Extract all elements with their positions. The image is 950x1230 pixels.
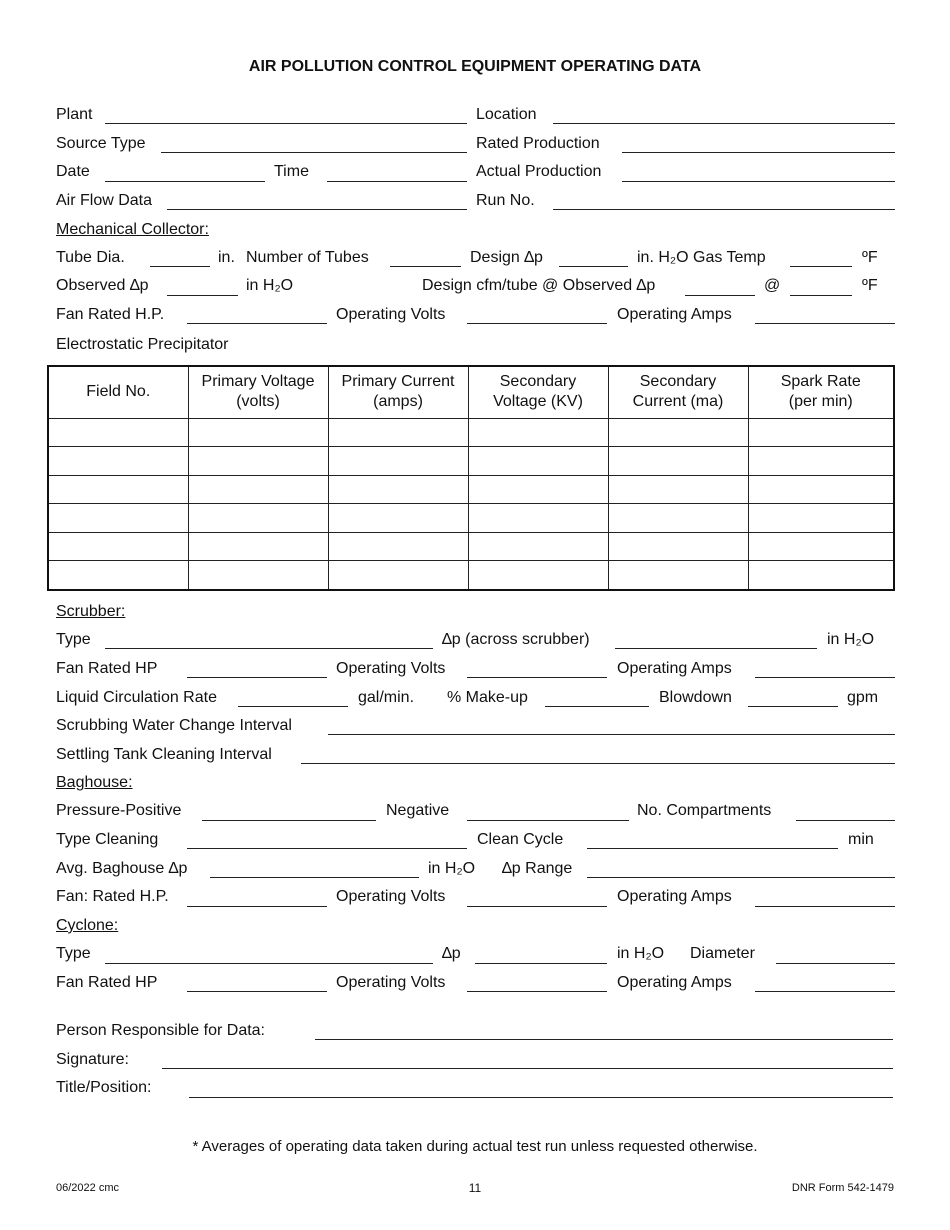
design-dp-field[interactable] [559, 266, 628, 267]
cyclone-amps-label: Operating Amps [617, 974, 732, 991]
location-label: Location [476, 106, 537, 123]
baghouse-amps-field[interactable] [755, 906, 895, 907]
cyclone-fan-hp-field[interactable] [187, 991, 327, 992]
at-sign: @ [764, 277, 781, 294]
table-row [48, 418, 894, 447]
table-cell[interactable] [328, 532, 468, 561]
scrubber-fan-hp-label: Fan Rated HP [56, 660, 158, 677]
cyclone-dp-unit: in H₂O [617, 945, 665, 962]
cyclone-type-label: Type [56, 945, 91, 962]
table-cell[interactable] [48, 418, 188, 447]
mech-amps-field[interactable] [755, 323, 895, 324]
type-cleaning-label: Type Cleaning [56, 831, 159, 848]
table-cell[interactable] [748, 447, 894, 476]
table-cell[interactable] [468, 418, 608, 447]
settling-tank-label: Settling Tank Cleaning Interval [56, 746, 272, 763]
table-cell[interactable] [608, 418, 748, 447]
run-no-field[interactable] [553, 209, 895, 210]
water-change-field[interactable] [328, 734, 895, 735]
form-number: DNR Form 542-1479 [791, 1182, 894, 1194]
baghouse-fan-hp-field[interactable] [187, 906, 327, 907]
table-cell[interactable] [468, 504, 608, 533]
plant-field[interactable] [105, 123, 467, 124]
table-cell[interactable] [188, 532, 328, 561]
esp-header-row [48, 366, 894, 418]
scrubber-volts-field[interactable] [467, 677, 607, 678]
table-row [48, 532, 894, 561]
liquid-rate-unit: gal/min. [358, 689, 415, 706]
form-title: AIR POLLUTION CONTROL EQUIPMENT OPERATING DATA [248, 58, 702, 75]
observed-dp-label: Observed ∆p [56, 277, 149, 294]
table-cell[interactable] [608, 532, 748, 561]
title-position-field[interactable] [189, 1097, 893, 1098]
table-cell[interactable] [608, 504, 748, 533]
blowdown-field[interactable] [748, 706, 838, 707]
clean-cycle-label: Clean Cycle [477, 831, 564, 848]
table-cell[interactable] [328, 475, 468, 504]
cyclone-dp-label: ∆p [442, 945, 461, 962]
clean-cycle-unit: min [848, 831, 874, 848]
air-flow-field[interactable] [167, 209, 467, 210]
scrubber-dp-field[interactable] [615, 648, 817, 649]
table-cell[interactable] [48, 475, 188, 504]
table-cell[interactable] [748, 532, 894, 561]
table-cell[interactable] [748, 418, 894, 447]
person-responsible-field[interactable] [315, 1039, 893, 1040]
time-label: Time [274, 163, 309, 180]
scrubber-type-field[interactable] [105, 648, 433, 649]
esp-col-field-no: Field No. [48, 366, 188, 418]
page-number: 11 [468, 1181, 482, 1195]
table-cell[interactable] [468, 532, 608, 561]
avg-dp-label: Avg. Baghouse ∆p [56, 860, 188, 877]
cyclone-volts-label: Operating Volts [336, 974, 446, 991]
scrubber-heading: Scrubber: [56, 603, 126, 620]
observed-dp-unit: in H₂O [246, 277, 294, 294]
avg-dp-field[interactable] [210, 877, 419, 878]
negative-label: Negative [386, 802, 450, 819]
table-cell[interactable] [468, 447, 608, 476]
plant-label: Plant [56, 106, 93, 123]
design-cfm-temp-unit: ºF [862, 277, 878, 294]
clean-cycle-field[interactable] [587, 848, 838, 849]
table-cell[interactable] [188, 447, 328, 476]
table-cell[interactable] [608, 561, 748, 590]
table-cell[interactable] [748, 561, 894, 590]
scrubber-amps-field[interactable] [755, 677, 895, 678]
table-cell[interactable] [48, 447, 188, 476]
table-cell[interactable] [188, 475, 328, 504]
baghouse-heading: Baghouse: [56, 774, 133, 791]
scrubber-dp-label: ∆p (across scrubber) [442, 631, 590, 648]
cyclone-type-field[interactable] [105, 963, 433, 964]
compartments-field[interactable] [796, 820, 895, 821]
table-cell[interactable] [468, 561, 608, 590]
esp-col-primary-current: Primary Current (amps) [328, 366, 468, 418]
table-cell[interactable] [748, 475, 894, 504]
scrubber-volts-label: Operating Volts [336, 660, 446, 677]
mech-fan-hp-label: Fan Rated H.P. [56, 306, 165, 323]
gas-temp-field[interactable] [790, 266, 852, 267]
tube-dia-unit: in. [218, 249, 235, 266]
type-cleaning-field[interactable] [187, 848, 467, 849]
scrubber-amps-label: Operating Amps [617, 660, 732, 677]
scrubber-type-label: Type [56, 631, 91, 648]
liquid-rate-field[interactable] [238, 706, 348, 707]
esp-heading: Electrostatic Precipitator [56, 336, 229, 353]
number-of-tubes-field[interactable] [390, 266, 461, 267]
mechanical-collector-heading: Mechanical Collector: [56, 221, 209, 238]
table-row [48, 447, 894, 476]
cyclone-dp-field[interactable] [475, 963, 607, 964]
table-cell[interactable] [328, 561, 468, 590]
cyclone-amps-field[interactable] [755, 991, 895, 992]
mech-amps-label: Operating Amps [617, 306, 732, 323]
makeup-field[interactable] [545, 706, 649, 707]
esp-table [47, 365, 895, 591]
table-cell[interactable] [608, 447, 748, 476]
design-cfm-temp-field[interactable] [790, 295, 852, 296]
table-cell[interactable] [468, 475, 608, 504]
table-cell[interactable] [48, 532, 188, 561]
makeup-label: % Make-up [447, 689, 528, 706]
blowdown-label: Blowdown [659, 689, 732, 706]
table-cell[interactable] [328, 504, 468, 533]
run-no-label: Run No. [476, 192, 535, 209]
esp-col-primary-voltage: Primary Voltage (volts) [188, 366, 328, 418]
design-cfm-field[interactable] [685, 295, 755, 296]
actual-production-label: Actual Production [476, 163, 602, 180]
dp-range-field[interactable] [587, 877, 895, 878]
tube-dia-field[interactable] [150, 266, 210, 267]
date-field[interactable] [105, 181, 265, 182]
person-responsible-label: Person Responsible for Data: [56, 1022, 265, 1039]
cyclone-heading: Cyclone: [56, 917, 119, 934]
table-row [48, 561, 894, 590]
table-cell[interactable] [608, 475, 748, 504]
tube-dia-label: Tube Dia. [56, 249, 125, 266]
pressure-positive-field[interactable] [202, 820, 376, 821]
pressure-positive-label: Pressure-Positive [56, 802, 182, 819]
number-of-tubes-label: Number of Tubes [246, 249, 369, 266]
table-cell[interactable] [328, 447, 468, 476]
averages-note: * Averages of operating data taken during actual test run unless requested otherwise. [192, 1138, 758, 1155]
air-flow-label: Air Flow Data [56, 192, 153, 209]
diameter-field[interactable] [776, 963, 895, 964]
baghouse-fan-hp-label: Fan: Rated H.P. [56, 888, 169, 905]
avg-dp-unit: in H₂O [428, 860, 476, 877]
date-label: Date [56, 163, 90, 180]
table-row [48, 504, 894, 533]
esp-col-secondary-voltage: Secondary Voltage (KV) [468, 366, 608, 418]
observed-dp-field[interactable] [167, 295, 238, 296]
blowdown-unit: gpm [847, 689, 879, 706]
time-field[interactable] [327, 181, 467, 182]
dp-range-label: ∆p Range [502, 860, 573, 877]
negative-field[interactable] [467, 820, 629, 821]
design-cfm-label: Design cfm/tube @ Observed ∆p [422, 277, 656, 294]
settling-tank-field[interactable] [301, 763, 895, 764]
signature-field[interactable] [162, 1068, 893, 1069]
footer-date: 06/2022 cmc [56, 1182, 119, 1194]
esp-col-secondary-current: Secondary Current (ma) [608, 366, 748, 418]
mech-fan-hp-field[interactable] [187, 323, 327, 324]
table-cell[interactable] [748, 504, 894, 533]
liquid-rate-label: Liquid Circulation Rate [56, 689, 217, 706]
rated-production-label: Rated Production [476, 135, 600, 152]
title-position-label: Title/Position: [56, 1079, 152, 1096]
cyclone-fan-hp-label: Fan Rated HP [56, 974, 158, 991]
scrubber-dp-unit: in H₂O [827, 631, 875, 648]
baghouse-volts-label: Operating Volts [336, 888, 446, 905]
table-cell[interactable] [188, 418, 328, 447]
gas-temp-label: in. H₂O Gas Temp [637, 249, 766, 266]
table-cell[interactable] [188, 504, 328, 533]
compartments-label: No. Compartments [637, 802, 772, 819]
cyclone-volts-field[interactable] [467, 991, 607, 992]
design-dp-label: Design ∆p [470, 249, 543, 266]
baghouse-volts-field[interactable] [467, 906, 607, 907]
baghouse-amps-label: Operating Amps [617, 888, 732, 905]
table-cell[interactable] [48, 504, 188, 533]
diameter-label: Diameter [690, 945, 755, 962]
signature-label: Signature: [56, 1051, 129, 1068]
table-cell[interactable] [48, 561, 188, 590]
scrubber-fan-hp-field[interactable] [187, 677, 327, 678]
rated-production-field[interactable] [622, 152, 895, 153]
water-change-label: Scrubbing Water Change Interval [56, 717, 292, 734]
table-cell[interactable] [328, 418, 468, 447]
gas-temp-unit: ºF [862, 249, 878, 266]
location-field[interactable] [553, 123, 895, 124]
mech-volts-field[interactable] [467, 323, 607, 324]
actual-production-field[interactable] [622, 181, 895, 182]
source-type-field[interactable] [161, 152, 467, 153]
mech-volts-label: Operating Volts [336, 306, 446, 323]
esp-col-spark-rate: Spark Rate (per min) [748, 366, 894, 418]
table-row [48, 475, 894, 504]
source-type-label: Source Type [56, 135, 146, 152]
table-cell[interactable] [188, 561, 328, 590]
